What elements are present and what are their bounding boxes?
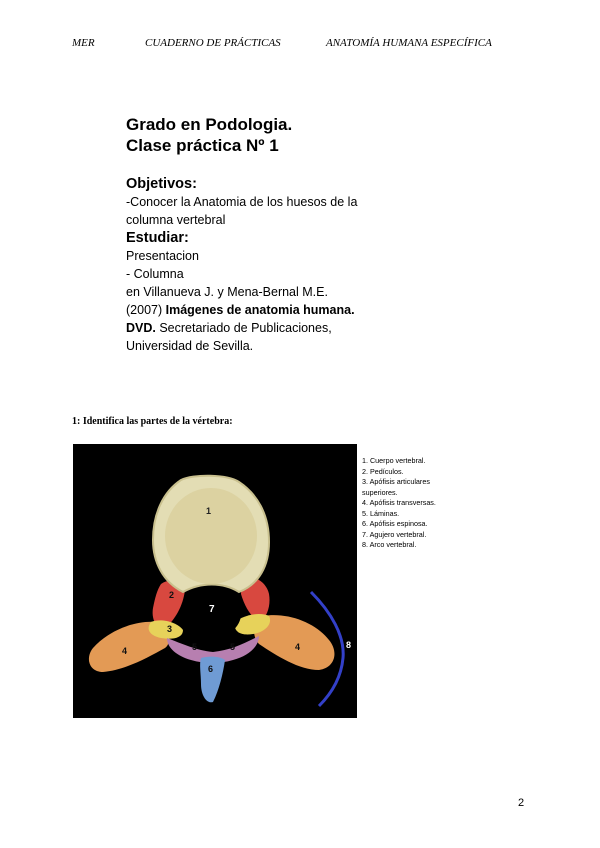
legend-item: 6. Apófisis espinosa.	[362, 519, 428, 528]
estudiar-line: Presentacion	[126, 248, 199, 263]
dvd-label: DVD.	[126, 320, 156, 335]
title-class: Clase práctica Nº 1	[126, 136, 279, 156]
label-4-right: 4	[295, 642, 301, 652]
intro-block	[126, 114, 426, 355]
legend-item: 4. Apófisis transversas.	[362, 498, 436, 507]
label-2: 2	[169, 590, 175, 600]
header-author: MER	[72, 37, 95, 49]
legend-item: 7. Agujero vertebral.	[362, 529, 427, 539]
estudiar-line: Universidad de Sevilla.	[126, 338, 254, 353]
legend-item: 8. Arco vertebral.	[362, 540, 417, 549]
legend-item: 5. Láminas.	[362, 508, 400, 518]
page-number: 2	[518, 797, 525, 809]
legend-item: 2. Pedículos.	[362, 466, 404, 476]
vertebra-illustration	[73, 444, 357, 718]
header-notebook: CUADERNO DE PRÁCTICAS	[145, 37, 281, 49]
year: (2007)	[126, 302, 166, 317]
legend-item: 1. Cuerpo vertebral.	[362, 456, 426, 465]
figure-legend	[362, 456, 472, 551]
objetivos-heading: Objetivos:	[126, 175, 197, 192]
label-6: 6	[208, 664, 214, 674]
title-degree: Grado en Podologia.	[126, 115, 293, 134]
objetivos-line: -Conocer la Anatomia de los huesos de la	[126, 194, 358, 209]
estudiar-line	[126, 301, 426, 319]
label-7: 7	[209, 604, 215, 615]
objetivos-line: columna vertebral	[126, 212, 226, 227]
label-1: 1	[206, 506, 212, 516]
legend-item: superiores.	[362, 487, 398, 497]
vertebra-figure	[73, 444, 357, 718]
label-5-left: 5	[192, 642, 198, 652]
book-title: Imágenes de anatomia humana.	[165, 302, 355, 317]
label-3: 3	[167, 624, 173, 634]
label-4-left: 4	[122, 646, 128, 656]
estudiar-line: en Villanueva J. y Mena-Bernal M.E.	[126, 284, 328, 299]
estudiar-line	[126, 319, 426, 337]
header-subject: ANATOMÍA HUMANA ESPECÍFICA	[326, 37, 492, 49]
question-1: 1: Identifica las partes de la vértebra:	[72, 416, 233, 427]
label-5-right: 5	[230, 642, 236, 652]
estudiar-heading: Estudiar:	[126, 229, 189, 246]
estudiar-line: - Columna	[126, 266, 184, 281]
label-8: 8	[346, 640, 352, 650]
publisher: Secretariado de Publicaciones,	[155, 320, 332, 335]
legend-item: 3. Apófisis articulares	[362, 477, 430, 486]
